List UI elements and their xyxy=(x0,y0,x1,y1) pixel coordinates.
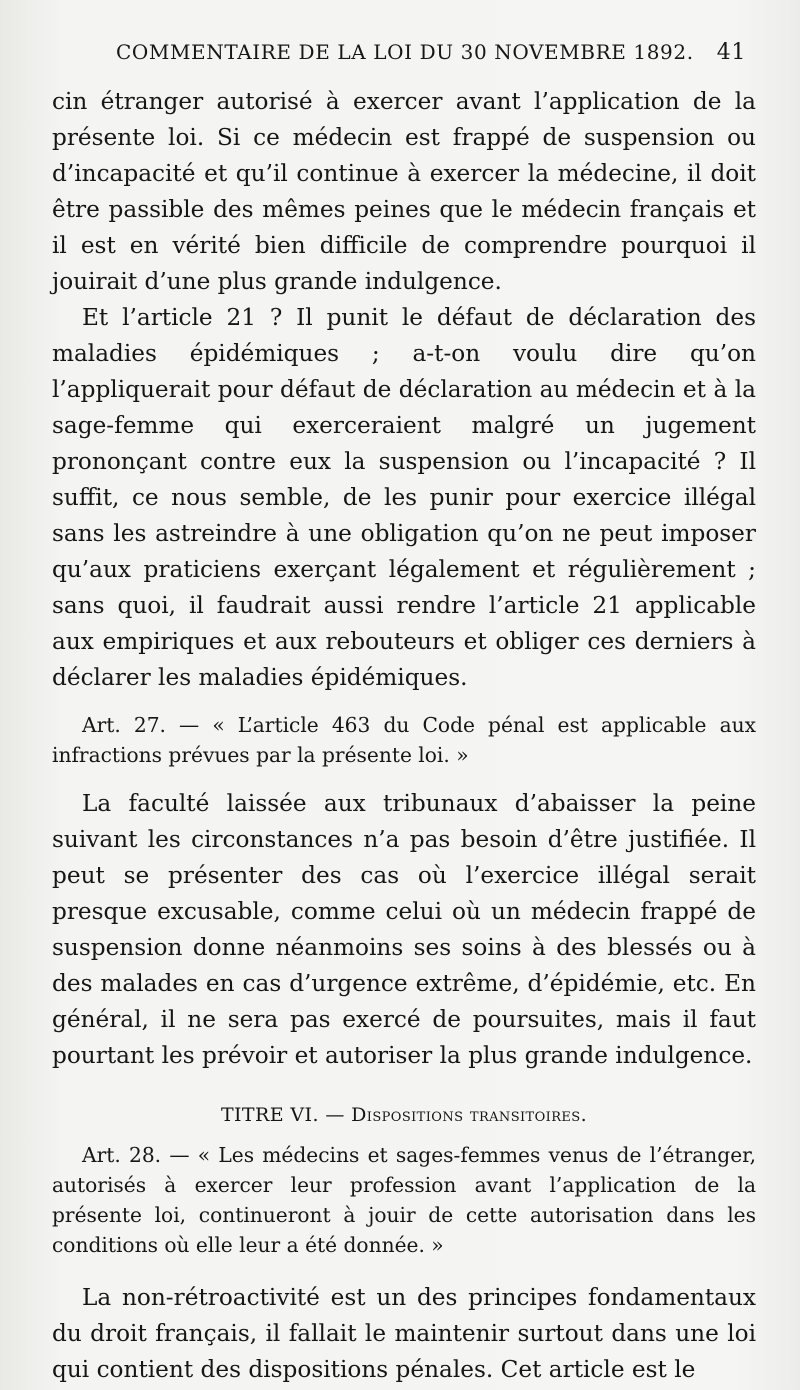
paragraph-faculte: La faculté laissée aux tribunaux d’abaisser la peine suivant les circonstances n’a pas besoin d’être justifiée. Il peut se présenter des cas où l’exercice illégal serait presque excusable, comme celui où un médecin frappé de suspension donne néanmoins ses soins à des blessés ou à des malades en cas d’urgence extrême, d’épidémie, etc. En général, il ne sera pas exercé de poursuites, mais il faut pourtant les prévoir et autoriser la plus grande indulgence. xyxy=(52,790,756,1069)
section-title-text: TITRE VI. — Dispositions transitoires. xyxy=(220,1104,588,1126)
running-header xyxy=(52,40,756,84)
paragraph-continuation: cin étranger autorisé à exercer avant l’application de la présente loi. Si ce médecin est frappé de suspension ou d’incapacité et qu’il continue à exercer la médecine, il doit être passible des mêmes peines que le médecin français et il est en vérité bien difficile de comprendre pourquoi il jouirait d’une plus grande indulgence. xyxy=(52,88,756,295)
paragraph-article-21: Et l’article 21 ? Il punit le défaut de déclaration des maladies épidémiques ; a-t-on voulu dire qu’on l’appliquerait pour défaut de déclaration au médecin et à la sage-femme qui exerceraient malgré un jugement prononçant contre eux la suspension ou l’incapacité ? Il suffit, ce nous semble, de les punir pour exercice illégal sans les astreindre à une obligation qu’on ne peut imposer qu’aux praticiens exerçant légalement et régulièrement ; sans quoi, il faudrait aussi rendre l’article 21 applicable aux empiriques et aux rebouteurs et obliger ces derniers à déclarer les maladies épidémiques. xyxy=(52,304,756,691)
header-title: COMMENTAIRE DE LA LOI DU 30 NOVEMBRE 1892. xyxy=(116,40,694,64)
article-28-quote: Art. 28. — « Les médecins et sages-femmes venus de l’étranger, autorisés à exercer leur profession avant l’application de la présente loi, continueront à jouir de cette autorisation dans les conditions où elle leur a été donnée. » xyxy=(52,1143,756,1257)
page-number: 41 xyxy=(716,40,746,65)
section-title xyxy=(52,1100,756,1130)
paragraph-non-retroactivite: La non-rétroactivité est un des principes fondamentaux du droit français, il fallait le maintenir surtout dans une loi qui contient des dispositions pénales. Cet article est le xyxy=(52,1284,756,1383)
article-27-quote: Art. 27. — « L’article 463 du Code pénal est applicable aux infractions prévues par la présente loi. » xyxy=(52,713,756,767)
